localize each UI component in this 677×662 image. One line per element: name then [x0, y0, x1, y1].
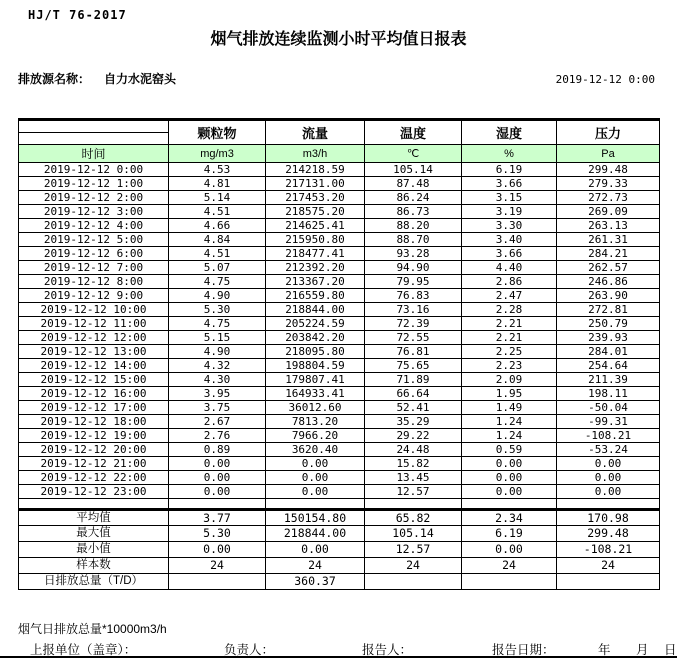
row-label-cell: 2019-12-12 2:00: [19, 191, 169, 205]
value-cell: 4.84: [169, 233, 266, 247]
value-cell: 0.00: [169, 485, 266, 499]
row-label-cell: 2019-12-12 3:00: [19, 205, 169, 219]
monitoring-table: [18, 118, 660, 590]
hour-row: [19, 429, 660, 443]
value-cell: 299.48: [557, 526, 660, 542]
row-label-cell: 2019-12-12 10:00: [19, 303, 169, 317]
value-cell: 150154.80: [266, 510, 365, 526]
summary-row: [19, 510, 660, 526]
value-cell: 4.53: [169, 163, 266, 177]
value-cell: -53.24: [557, 443, 660, 457]
value-cell: 0.00: [169, 542, 266, 558]
spacer-row: [19, 499, 660, 510]
total-emission-note: 烟气日排放总量*10000m3/h: [18, 622, 167, 636]
value-cell: 218844.00: [266, 526, 365, 542]
unit-particulate: mg/m3: [169, 145, 266, 163]
value-cell: 3.66: [462, 177, 557, 191]
value-cell: [557, 574, 660, 590]
value-cell: 360.37: [266, 574, 365, 590]
value-cell: -108.21: [557, 429, 660, 443]
emission-source: [18, 70, 176, 87]
value-cell: 2.86: [462, 275, 557, 289]
value-cell: 3.75: [169, 401, 266, 415]
hour-row: [19, 261, 660, 275]
unit-humidity: %: [462, 145, 557, 163]
value-cell: 262.57: [557, 261, 660, 275]
value-cell: 24.48: [365, 443, 462, 457]
units-header-row: [19, 145, 660, 163]
corner-cell-top: [19, 121, 168, 133]
value-cell: [557, 499, 660, 510]
bottom-divider: [0, 656, 677, 658]
value-cell: 72.39: [365, 317, 462, 331]
value-cell: 88.70: [365, 233, 462, 247]
hour-row: [19, 443, 660, 457]
row-label-cell: 2019-12-12 19:00: [19, 429, 169, 443]
row-label-cell: 2019-12-12 6:00: [19, 247, 169, 261]
value-cell: 284.01: [557, 345, 660, 359]
value-cell: 24: [365, 558, 462, 574]
hour-row: [19, 485, 660, 499]
value-cell: 93.28: [365, 247, 462, 261]
value-cell: 1.24: [462, 429, 557, 443]
value-cell: 0.00: [462, 485, 557, 499]
hour-row: [19, 401, 660, 415]
responsible-label: 负责人：: [224, 643, 275, 657]
hour-row: [19, 331, 660, 345]
value-cell: 105.14: [365, 163, 462, 177]
value-cell: 24: [557, 558, 660, 574]
row-label-cell: 日排放总量（T/D）: [19, 574, 169, 590]
row-label-cell: 2019-12-12 22:00: [19, 471, 169, 485]
value-cell: [266, 499, 365, 510]
hour-row: [19, 191, 660, 205]
value-cell: 203842.20: [266, 331, 365, 345]
value-cell: 250.79: [557, 317, 660, 331]
value-cell: 52.41: [365, 401, 462, 415]
hour-row: [19, 303, 660, 317]
value-cell: 4.32: [169, 359, 266, 373]
value-cell: 72.55: [365, 331, 462, 345]
row-label-cell: 2019-12-12 9:00: [19, 289, 169, 303]
row-label-cell: 2019-12-12 7:00: [19, 261, 169, 275]
value-cell: 5.14: [169, 191, 266, 205]
value-cell: 211.39: [557, 373, 660, 387]
hour-row: [19, 345, 660, 359]
value-cell: 216559.80: [266, 289, 365, 303]
meta-row: [18, 70, 655, 87]
value-cell: 284.21: [557, 247, 660, 261]
value-cell: 65.82: [365, 510, 462, 526]
value-cell: 0.00: [266, 471, 365, 485]
row-label-cell: 2019-12-12 23:00: [19, 485, 169, 499]
value-cell: 0.00: [462, 542, 557, 558]
row-label-cell: 2019-12-12 15:00: [19, 373, 169, 387]
summary-row: [19, 542, 660, 558]
row-label-cell: 样本数: [19, 558, 169, 574]
hour-row: [19, 471, 660, 485]
value-cell: 24: [462, 558, 557, 574]
value-cell: 13.45: [365, 471, 462, 485]
value-cell: 4.51: [169, 205, 266, 219]
value-cell: 218477.41: [266, 247, 365, 261]
col-header-flow: 流量: [266, 120, 365, 145]
value-cell: 3.15: [462, 191, 557, 205]
value-cell: 79.95: [365, 275, 462, 289]
hour-row: [19, 247, 660, 261]
col-header-pressure: 压力: [557, 120, 660, 145]
value-cell: 35.29: [365, 415, 462, 429]
hour-row: [19, 275, 660, 289]
value-cell: 87.48: [365, 177, 462, 191]
value-cell: 198804.59: [266, 359, 365, 373]
row-label-cell: 2019-12-12 18:00: [19, 415, 169, 429]
value-cell: 4.51: [169, 247, 266, 261]
value-cell: -108.21: [557, 542, 660, 558]
row-label-cell: 最小值: [19, 542, 169, 558]
value-cell: 217453.20: [266, 191, 365, 205]
value-cell: 212392.20: [266, 261, 365, 275]
value-cell: 4.90: [169, 289, 266, 303]
value-cell: 71.89: [365, 373, 462, 387]
corner-cell: [19, 120, 169, 145]
value-cell: 246.86: [557, 275, 660, 289]
value-cell: 3.19: [462, 205, 557, 219]
unit-pressure: Pa: [557, 145, 660, 163]
value-cell: 3.30: [462, 219, 557, 233]
value-cell: [169, 574, 266, 590]
value-cell: 214625.41: [266, 219, 365, 233]
corner-cell-bottom: [19, 133, 168, 145]
row-label-cell: 2019-12-12 16:00: [19, 387, 169, 401]
summary-row: [19, 574, 660, 590]
value-cell: 218844.00: [266, 303, 365, 317]
value-cell: 0.00: [169, 471, 266, 485]
value-cell: 94.90: [365, 261, 462, 275]
row-label-cell: 2019-12-12 17:00: [19, 401, 169, 415]
value-cell: 86.24: [365, 191, 462, 205]
value-cell: 179807.41: [266, 373, 365, 387]
value-cell: 205224.59: [266, 317, 365, 331]
col-header-particulate: 颗粒物: [169, 120, 266, 145]
value-cell: 2.76: [169, 429, 266, 443]
value-cell: 2.23: [462, 359, 557, 373]
year-label: 年: [598, 643, 611, 657]
summary-row: [19, 558, 660, 574]
value-cell: 0.00: [266, 542, 365, 558]
row-label-cell: 最大值: [19, 526, 169, 542]
value-cell: 2.09: [462, 373, 557, 387]
row-label-cell: 平均值: [19, 510, 169, 526]
table-summary: [19, 510, 660, 590]
hour-row: [19, 177, 660, 191]
hour-row: [19, 457, 660, 471]
signature-row: [0, 640, 677, 656]
value-cell: 215950.80: [266, 233, 365, 247]
value-cell: 6.19: [462, 526, 557, 542]
value-cell: 3620.40: [266, 443, 365, 457]
value-cell: 76.83: [365, 289, 462, 303]
row-label-cell: 2019-12-12 0:00: [19, 163, 169, 177]
value-cell: 279.33: [557, 177, 660, 191]
hour-row: [19, 317, 660, 331]
value-cell: 3.77: [169, 510, 266, 526]
unit-flow: m3/h: [266, 145, 365, 163]
value-cell: 0.59: [462, 443, 557, 457]
value-cell: 0.00: [266, 485, 365, 499]
value-cell: 5.30: [169, 303, 266, 317]
month-label: 月: [636, 643, 649, 657]
value-cell: [462, 574, 557, 590]
pollutant-header-row: [19, 120, 660, 145]
value-cell: 88.20: [365, 219, 462, 233]
source-name: 自力水泥窑头: [104, 72, 177, 86]
value-cell: 7813.20: [266, 415, 365, 429]
value-cell: 24: [266, 558, 365, 574]
value-cell: 0.00: [462, 457, 557, 471]
value-cell: 214218.59: [266, 163, 365, 177]
value-cell: 3.66: [462, 247, 557, 261]
unit-temperature: ℃: [365, 145, 462, 163]
value-cell: [462, 499, 557, 510]
value-cell: 0.00: [462, 471, 557, 485]
source-label: 排放源名称：: [18, 72, 91, 86]
value-cell: 24: [169, 558, 266, 574]
value-cell: 36012.60: [266, 401, 365, 415]
value-cell: -50.04: [557, 401, 660, 415]
value-cell: 263.90: [557, 289, 660, 303]
value-cell: 272.81: [557, 303, 660, 317]
hour-row: [19, 219, 660, 233]
value-cell: 239.93: [557, 331, 660, 345]
value-cell: 1.49: [462, 401, 557, 415]
value-cell: -99.31: [557, 415, 660, 429]
col-header-humidity: 湿度: [462, 120, 557, 145]
value-cell: 2.34: [462, 510, 557, 526]
value-cell: 29.22: [365, 429, 462, 443]
row-label-cell: 2019-12-12 13:00: [19, 345, 169, 359]
value-cell: 12.57: [365, 485, 462, 499]
time-header: 时间: [19, 145, 169, 163]
value-cell: 218095.80: [266, 345, 365, 359]
value-cell: 4.66: [169, 219, 266, 233]
row-label-cell: 2019-12-12 4:00: [19, 219, 169, 233]
value-cell: 75.65: [365, 359, 462, 373]
value-cell: 0.00: [169, 457, 266, 471]
value-cell: 5.15: [169, 331, 266, 345]
value-cell: 218575.20: [266, 205, 365, 219]
value-cell: 2.67: [169, 415, 266, 429]
value-cell: 105.14: [365, 526, 462, 542]
value-cell: 0.00: [266, 457, 365, 471]
value-cell: 2.47: [462, 289, 557, 303]
value-cell: 5.30: [169, 526, 266, 542]
hour-row: [19, 359, 660, 373]
value-cell: 4.30: [169, 373, 266, 387]
row-label-cell: 2019-12-12 14:00: [19, 359, 169, 373]
value-cell: 5.07: [169, 261, 266, 275]
hour-row: [19, 205, 660, 219]
value-cell: 263.13: [557, 219, 660, 233]
value-cell: [365, 499, 462, 510]
value-cell: 2.25: [462, 345, 557, 359]
value-cell: 7966.20: [266, 429, 365, 443]
row-label-cell: 2019-12-12 12:00: [19, 331, 169, 345]
row-label-cell: 2019-12-12 5:00: [19, 233, 169, 247]
hour-row: [19, 163, 660, 177]
value-cell: 4.81: [169, 177, 266, 191]
value-cell: 164933.41: [266, 387, 365, 401]
hour-row: [19, 233, 660, 247]
value-cell: 254.64: [557, 359, 660, 373]
value-cell: 0.00: [557, 485, 660, 499]
value-cell: 15.82: [365, 457, 462, 471]
value-cell: 3.40: [462, 233, 557, 247]
row-label-cell: 2019-12-12 20:00: [19, 443, 169, 457]
value-cell: 73.16: [365, 303, 462, 317]
value-cell: 2.21: [462, 317, 557, 331]
row-label-cell: [19, 499, 169, 510]
value-cell: 66.64: [365, 387, 462, 401]
value-cell: 269.09: [557, 205, 660, 219]
value-cell: 76.81: [365, 345, 462, 359]
value-cell: 4.75: [169, 275, 266, 289]
value-cell: 2.28: [462, 303, 557, 317]
col-header-temperature: 温度: [365, 120, 462, 145]
row-label-cell: 2019-12-12 8:00: [19, 275, 169, 289]
value-cell: 86.73: [365, 205, 462, 219]
hour-row: [19, 373, 660, 387]
report-datetime: 2019-12-12 0:00: [555, 73, 655, 86]
hour-row: [19, 387, 660, 401]
value-cell: 261.31: [557, 233, 660, 247]
report-unit-label: 上报单位（盖章）：: [30, 643, 137, 657]
day-label: 日: [664, 643, 677, 657]
row-label-cell: 2019-12-12 1:00: [19, 177, 169, 191]
value-cell: 6.19: [462, 163, 557, 177]
value-cell: 272.73: [557, 191, 660, 205]
report-title: 烟气排放连续监测小时平均值日报表: [210, 31, 467, 48]
value-cell: 4.90: [169, 345, 266, 359]
value-cell: 213367.20: [266, 275, 365, 289]
table-body: [19, 163, 660, 510]
standard-code: HJ/T 76-2017: [28, 8, 127, 22]
value-cell: 12.57: [365, 542, 462, 558]
value-cell: 2.21: [462, 331, 557, 345]
value-cell: 198.11: [557, 387, 660, 401]
value-cell: 217131.00: [266, 177, 365, 191]
summary-row: [19, 526, 660, 542]
value-cell: 0.00: [557, 471, 660, 485]
hour-row: [19, 415, 660, 429]
value-cell: 170.98: [557, 510, 660, 526]
value-cell: 0.89: [169, 443, 266, 457]
value-cell: 299.48: [557, 163, 660, 177]
value-cell: 3.95: [169, 387, 266, 401]
row-label-cell: 2019-12-12 11:00: [19, 317, 169, 331]
report-date-label: 报告日期：: [492, 643, 555, 657]
value-cell: 4.40: [462, 261, 557, 275]
row-label-cell: 2019-12-12 21:00: [19, 457, 169, 471]
value-cell: [169, 499, 266, 510]
value-cell: 1.24: [462, 415, 557, 429]
hour-row: [19, 289, 660, 303]
reporter-label: 报告人：: [362, 643, 413, 657]
value-cell: [365, 574, 462, 590]
value-cell: 4.75: [169, 317, 266, 331]
value-cell: 0.00: [557, 457, 660, 471]
value-cell: 1.95: [462, 387, 557, 401]
